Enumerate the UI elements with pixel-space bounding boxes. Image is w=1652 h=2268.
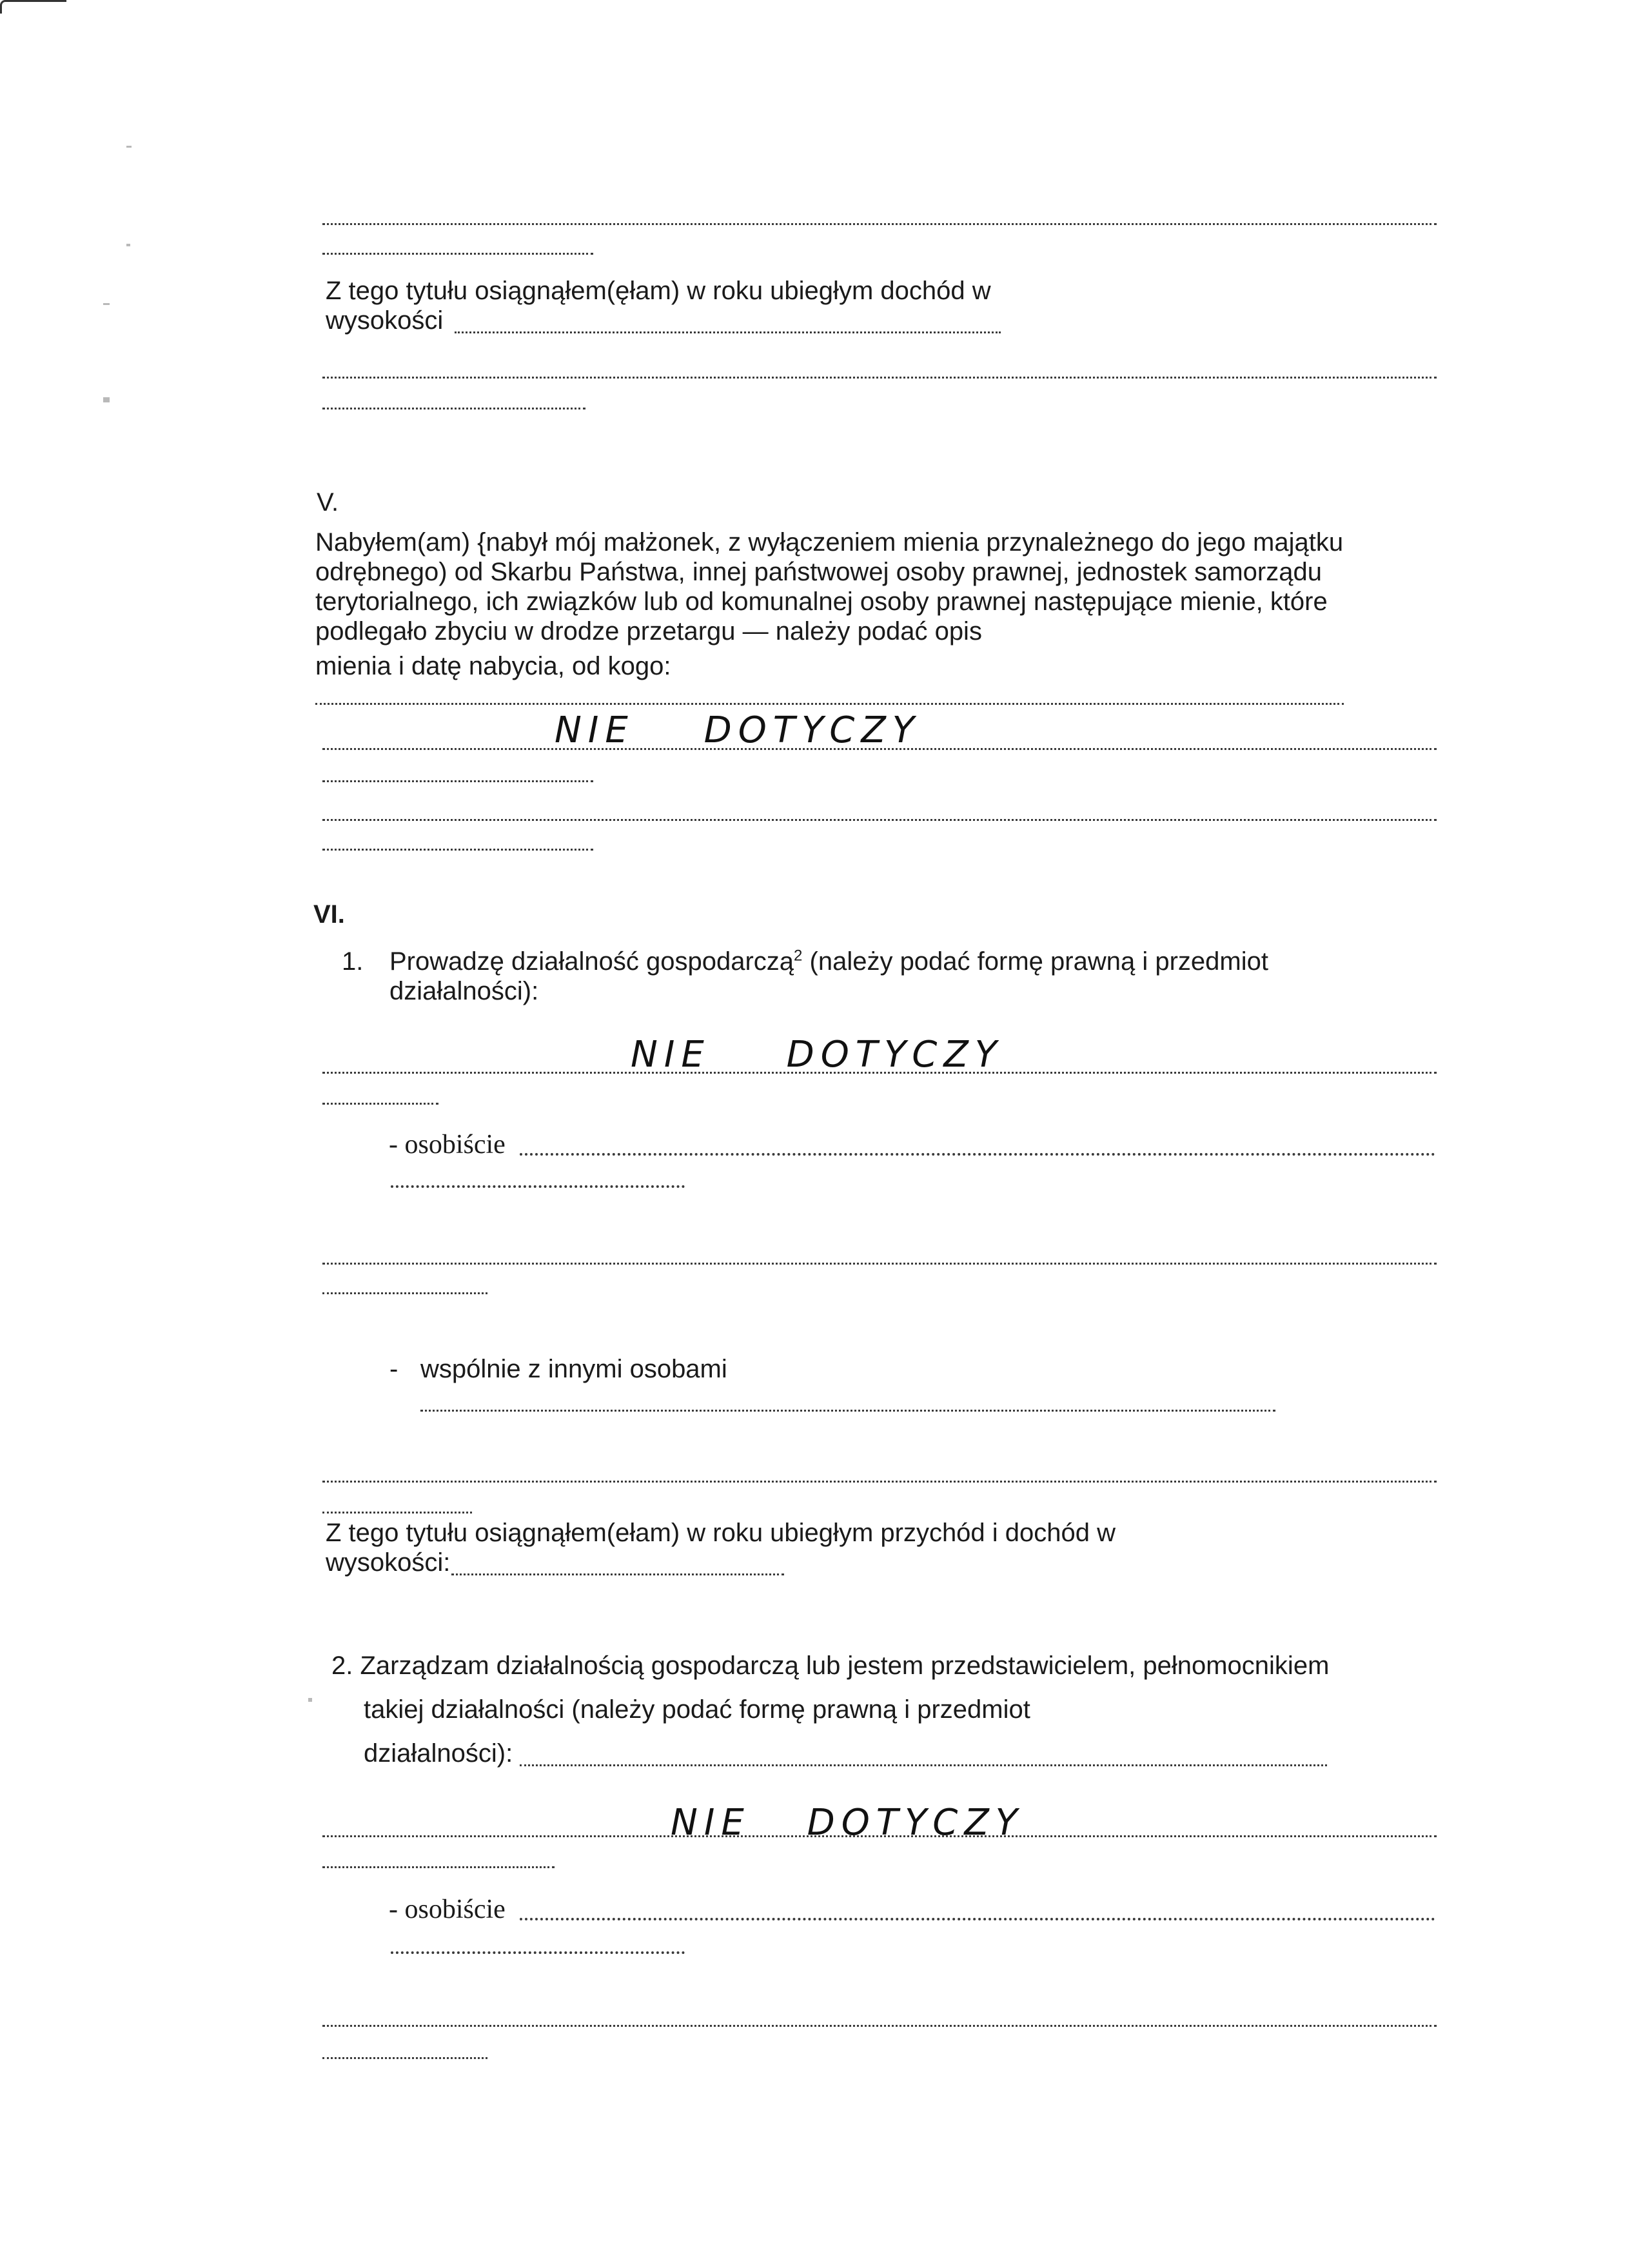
item1-income-line1: Z tego tytułu osiągnąłem(ełam) w roku ubiegłym przychód i dochód w: [326, 1519, 1116, 1547]
fill-line: [322, 1263, 1437, 1265]
fill-line: [322, 1835, 1437, 1837]
section-v-line5: mienia i datę nabycia, od kogo:: [315, 652, 671, 680]
fill-line: [455, 331, 1001, 333]
fill-line: [391, 1185, 685, 1188]
fill-line: [322, 1072, 1437, 1074]
section-v-heading: V.: [317, 488, 339, 517]
handwritten-not-applicable: NIE DOTYCZY: [631, 1034, 1003, 1076]
fill-line: [322, 1103, 438, 1105]
scan-corner-mark: [0, 0, 66, 14]
fill-line: [322, 2057, 487, 2059]
fill-line: [520, 1153, 1435, 1156]
item1-text: Prowadzę działalność gospodarczą: [389, 947, 794, 976]
income-statement-line2: wysokości: [326, 306, 444, 335]
item2-line1: 2. Zarządzam działalnością gospodarczą lub jestem przedstawicielem, pełnomocnikiem: [331, 1652, 1330, 1680]
fill-line: [322, 849, 593, 851]
fill-line: [322, 1866, 555, 1868]
scan-speck: [103, 303, 110, 305]
fill-line: [391, 1951, 685, 1954]
section-v-line: odrębnego) od Skarbu Państwa, innej państwowej osoby prawnej, jednostek samorządu: [315, 558, 1322, 586]
section-v-paragraph: [315, 528, 1343, 646]
item1-text-end: (należy podać formę prawną i przedmiot: [802, 947, 1268, 976]
fill-line: [322, 780, 593, 782]
fill-line: [520, 1918, 1435, 1920]
footnote-marker: 2: [794, 947, 803, 965]
scan-speck: [126, 146, 132, 148]
scan-speck: [308, 1698, 312, 1702]
item1-jointly-dash: -: [389, 1355, 398, 1383]
fill-line: [322, 408, 585, 409]
item1-income-line2: wysokości:: [326, 1548, 451, 1577]
fill-line: [322, 2025, 1437, 2027]
section-vi-heading: VI.: [313, 900, 345, 929]
fill-line: [322, 1292, 487, 1294]
item1-text-line2: działalności):: [389, 977, 539, 1005]
fill-line: [451, 1573, 784, 1575]
section-v-line: Nabyłem(am) {nabył mój małżonek, z wyłączeniem mienia przynależnego do jego majątku: [315, 528, 1344, 557]
fill-line: [322, 1481, 1437, 1483]
handwritten-not-applicable: NIE DOTYCZY: [555, 709, 921, 751]
fill-line: [420, 1410, 1275, 1412]
section-v-line: podlegało zbyciu w drodze przetargu — należy podać opis: [315, 617, 982, 646]
handwritten-not-applicable: NIE DOTYCZY: [671, 1802, 1024, 1844]
fill-line: [322, 253, 593, 255]
fill-line: [322, 377, 1437, 379]
item1-personally-label: - osobiście: [389, 1130, 506, 1159]
item2-line3: działalności):: [364, 1739, 513, 1768]
fill-line: [322, 819, 1437, 821]
fill-line: [322, 223, 1437, 225]
item2-personally-label: - osobiście: [389, 1895, 506, 1924]
fill-line: [520, 1764, 1327, 1766]
item2-line2: takiej działalności (należy podać formę prawną i przedmiot: [364, 1695, 1030, 1724]
scan-speck: [103, 397, 110, 402]
item1-text-line1: [389, 947, 1268, 976]
item1-number: 1.: [342, 947, 364, 976]
item1-jointly-label: wspólnie z innymi osobami: [420, 1355, 727, 1383]
income-statement-line1: Z tego tytułu osiągnąłem(ęłam) w roku ubiegłym dochód w: [326, 277, 991, 305]
fill-line: [315, 703, 1344, 705]
fill-line: [322, 1512, 472, 1514]
section-v-line: terytorialnego, ich związków lub od komunalnej osoby prawnej następujące mienie, które: [315, 587, 1328, 616]
scan-speck: [126, 244, 130, 246]
